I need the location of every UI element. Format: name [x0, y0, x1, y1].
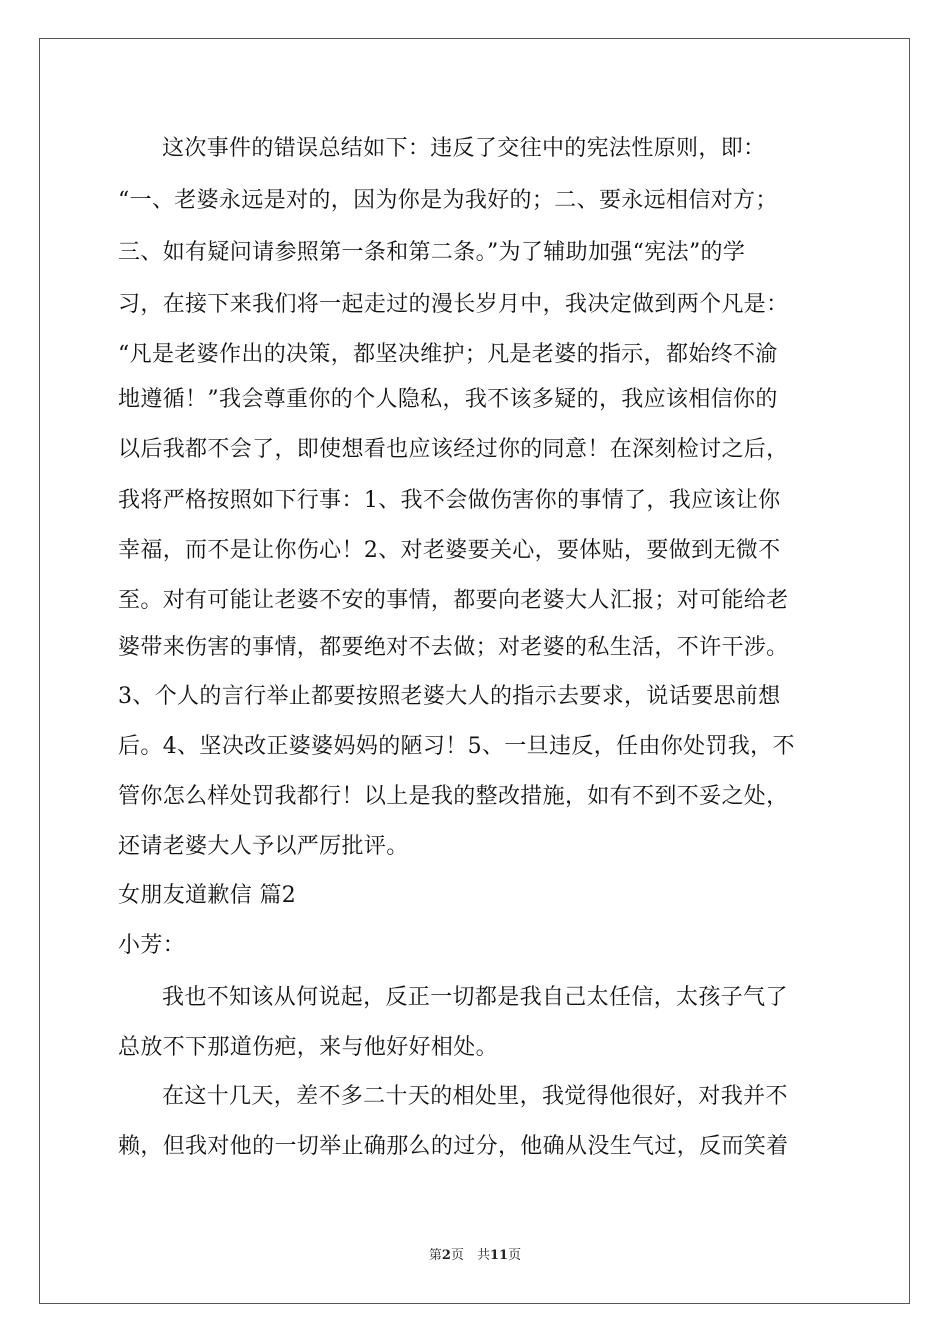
- paragraph-line: 3、个人的言行举止都要按照老婆大人的指示去要求，说话要思前想: [118, 684, 781, 709]
- paragraph-line: 赖，但我对他的一切举止确那么的过分，他确从没生气过，反而笑着: [118, 1134, 789, 1159]
- paragraph-line: 还请老婆大人予以严厉批评。: [118, 834, 409, 859]
- paragraph-line: 地遵循！”我会尊重你的个人隐私，我不该多疑的，我应该相信你的: [118, 387, 778, 412]
- paragraph-line: 后。4、坚决改正婆婆妈妈的陋习！5、一旦违反，任由你处罚我，不: [118, 734, 795, 759]
- footer-total-pages: 11: [489, 1248, 509, 1263]
- paragraph-line: 在这十几天，差不多二十天的相处里，我觉得他很好，对我并不: [162, 1084, 788, 1109]
- paragraph-line: “凡是老婆作出的决策，都坚决维护；凡是老婆的指示，都始终不渝: [118, 342, 778, 367]
- paragraph-line: 至。对有可能让老婆不安的事情，都要向老婆大人汇报；对可能给老: [118, 588, 789, 613]
- page-footer: [0, 1247, 950, 1265]
- paragraph-line: 总放不下那道伤疤，来与他好好相处。: [118, 1035, 498, 1060]
- paragraph-line: 三、如有疑问请参照第一条和第二条。”为了辅助加强“宪法”的学: [118, 240, 746, 265]
- paragraph-line: 习，在接下来我们将一起走过的漫长岁月中，我决定做到两个凡是：: [118, 292, 789, 317]
- footer-current-page: 2: [441, 1248, 451, 1263]
- section-heading: 女朋友道歉信 篇2: [118, 883, 297, 908]
- page-border: [39, 38, 910, 1304]
- paragraph-line: 这次事件的错误总结如下：违反了交往中的宪法性原则，即：: [162, 136, 766, 161]
- footer-suffix: 页: [508, 1248, 522, 1263]
- paragraph-line: “一、老婆永远是对的，因为你是为我好的；二、要永远相信对方；: [118, 188, 778, 213]
- paragraph-line: 以后我都不会了，即使想看也应该经过你的同意！在深刻检讨之后，: [118, 437, 789, 462]
- paragraph-line: 我也不知该从何说起，反正一切都是我自己太任信，太孩子气了: [162, 985, 788, 1010]
- salutation: 小芳：: [118, 933, 186, 958]
- paragraph-line: 管你怎么样处罚我都行！以上是我的整改措施，如有不到不妥之处，: [118, 784, 789, 809]
- paragraph-line: 我将严格按照如下行事：1、我不会做伤害你的事情了，我应该让你: [118, 488, 781, 513]
- paragraph-line: 幸福，而不是让你伤心！2、对老婆要关心，要体贴，要做到无微不: [118, 538, 781, 563]
- paragraph-line: 婆带来伤害的事情，都要绝对不去做；对老婆的私生活，不许干涉。: [118, 635, 789, 660]
- footer-mid: 页 共: [450, 1248, 490, 1263]
- footer-prefix: 第: [428, 1248, 442, 1263]
